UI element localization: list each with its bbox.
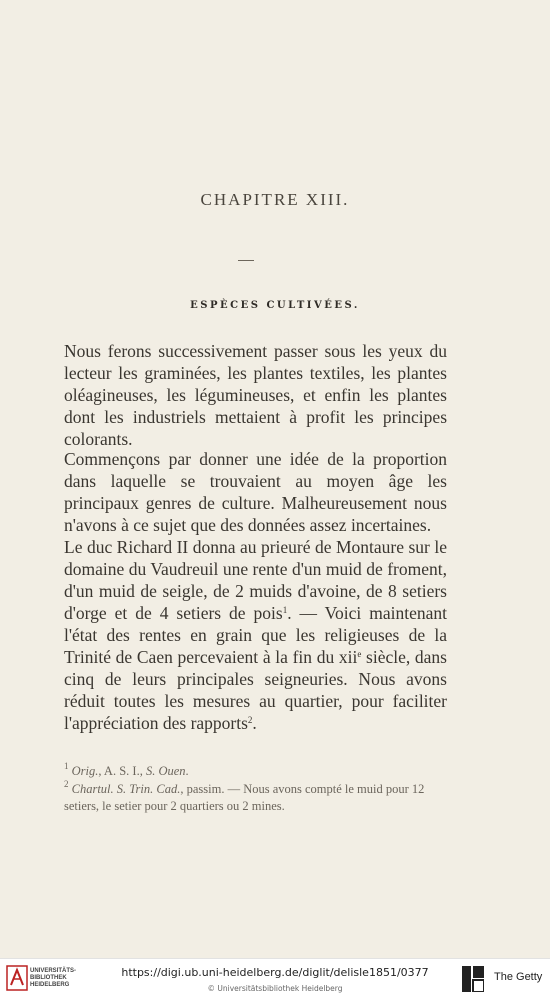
footnote-1-source-2: S. Ouen	[145, 764, 186, 778]
footnote-ref-1[interactable]: 1	[282, 605, 288, 615]
paragraph-3	[64, 536, 447, 734]
copyright-notice: © Universitätsbibliothek Heidelberg	[207, 984, 343, 993]
paragraph-3-text-d: .	[252, 713, 257, 733]
footnote-2-source: Chartul. S. Trin. Cad.	[71, 782, 181, 796]
document-url-link[interactable]: https://digi.ub.uni-heidelberg.de/diglit/delisle1851/0377	[121, 966, 429, 979]
footnote-2-text: , passim. — Nous avons compté le muid pour 12 setiers, le setier pour 2 quartiers ou 2 mines.	[64, 782, 425, 813]
getty-label[interactable]: The Getty	[494, 971, 543, 983]
paragraph-1	[64, 340, 447, 450]
title-divider	[238, 260, 254, 261]
viewer-footer	[0, 958, 550, 999]
paragraph-2	[64, 448, 447, 536]
footnote-2	[64, 781, 447, 815]
paragraph-1-text: Nous ferons successivement passer sous les yeux du lecteur les graminées, les plantes textiles, les plantes oléagineuses, les légumineuses, et enfin les plantes dont les industriels mettaient à profit les principes colorants.	[64, 341, 447, 449]
library-name-line-3: HEIDELBERG	[30, 982, 70, 988]
footnote-1-text: , A. S. I.,	[98, 764, 146, 778]
section-title: ESPÈCES CULTIVÉES.	[190, 300, 360, 311]
footnote-1-number: 1	[64, 761, 69, 771]
footnote-2-number: 2	[64, 779, 69, 789]
paragraph-3-text-a: Le duc Richard II donna au prieuré de Montaure sur le domaine du Vaudreuil une rente d'un muid de froment, d'un muid de seigle, de 2 muids d'avoine, de 8 setiers d'orge et de 4 setiers de pois	[64, 537, 447, 623]
library-name-line-1: UNIVERSITÄTS-	[30, 968, 77, 974]
century-superscript: e	[357, 649, 362, 659]
chapter-title: CHAPITRE XIII.	[200, 190, 350, 209]
footnote-1-source: Orig.	[71, 764, 99, 778]
footnote-1	[64, 763, 447, 780]
getty-logo-icon[interactable]	[462, 966, 484, 992]
paragraph-3-text-b: . — Voici maintenant l'état des rentes en grain que les religieuses de la Trinité de Caen percevaient à la fin du xii	[64, 603, 447, 667]
footnote-1-end: .	[185, 764, 189, 778]
paragraph-2-text: Commençons par donner une idée de la proportion dans laquelle se trouvaient au moyen âge les principaux genres de culture. Malheureusement nous n'avons à ce sujet que des données assez incertaines.	[64, 449, 447, 535]
footnote-ref-2[interactable]: 2	[247, 715, 253, 725]
paragraph-3-text-c: siècle, dans cinq de leurs principales seigneuries. Nous avons réduit toutes les mesures au quartier, pour faciliter l'appréciation des rapports	[64, 647, 447, 733]
library-name-line-2: BIBLIOTHEK	[30, 975, 67, 981]
